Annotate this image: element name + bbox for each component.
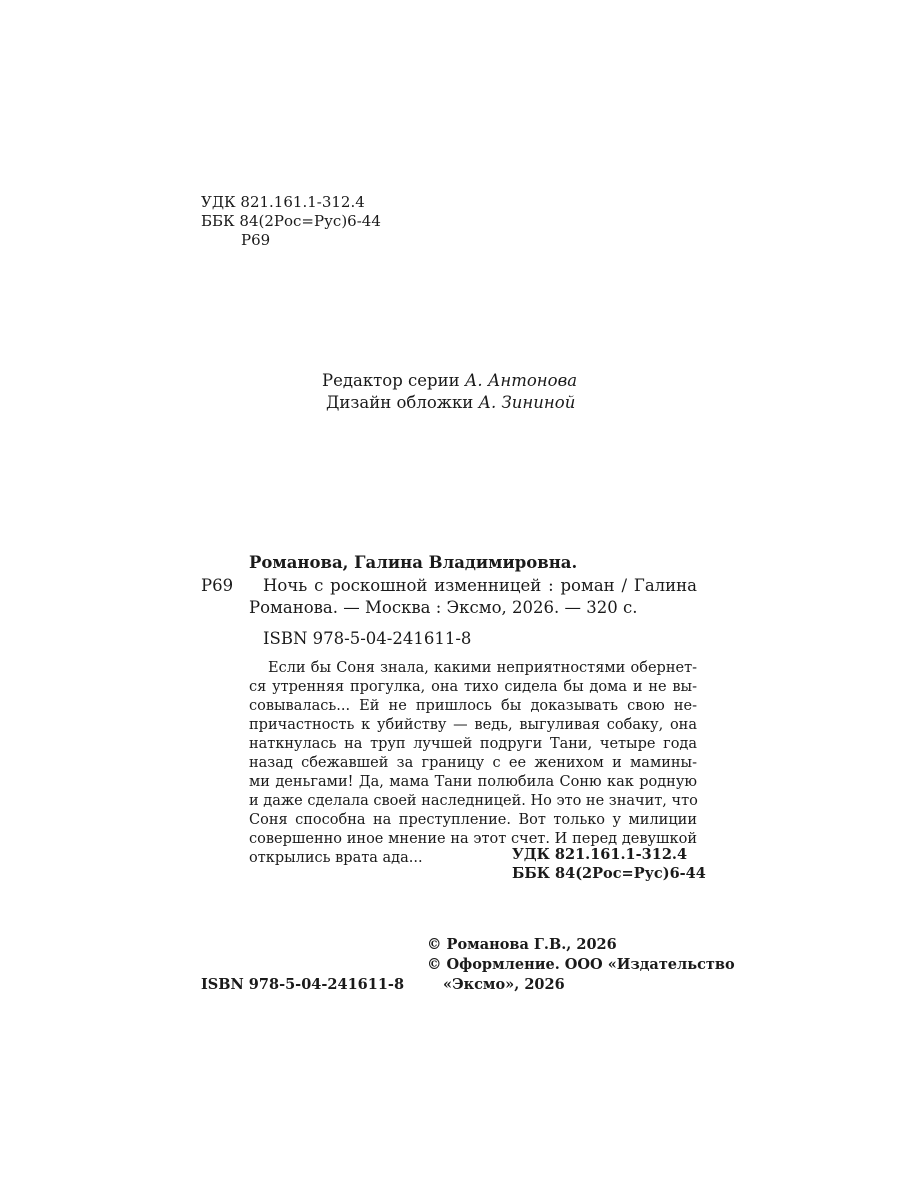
catalog-author-mark: Р69 bbox=[201, 576, 234, 595]
series-editor-label: Редактор серии bbox=[322, 371, 460, 390]
copyright-design-line-2: «Эксмо», 2026 bbox=[443, 976, 565, 993]
copyright-author: © Романова Г.В., 2026 bbox=[427, 936, 617, 953]
bbk-bold: ББК 84(2Рос=Рус)6-44 bbox=[512, 865, 706, 882]
annotation-line: причастность к убийству — ведь, выгуливая собаку, она bbox=[249, 717, 697, 733]
annotation-line: Если бы Соня знала, какими неприятностями обернет- bbox=[268, 660, 697, 676]
annotation-line: открылись врата ада... bbox=[249, 850, 423, 866]
annotation-line: наткнулась на труп лучшей подруги Тани, четыре года bbox=[249, 736, 697, 752]
series-editor-line bbox=[322, 370, 577, 392]
catalog-isbn: ISBN 978-5-04-241611-8 bbox=[263, 629, 472, 648]
annotation-line: совывалась... Ей не пришлось бы доказывать свою не- bbox=[249, 698, 697, 714]
udk-bold: УДК 821.161.1-312.4 bbox=[512, 846, 688, 863]
title-line-2: Романова. — Москва : Эксмо, 2026. — 320 с. bbox=[249, 598, 638, 617]
title-line-1 bbox=[263, 575, 697, 597]
author-heading: Романова, Галина Владимировна. bbox=[249, 553, 578, 572]
udk-code: УДК 821.161.1-312.4 bbox=[201, 193, 365, 211]
annotation bbox=[249, 659, 697, 868]
cover-design-name: А. Зининой bbox=[478, 393, 576, 412]
author-mark: Р69 bbox=[241, 231, 271, 249]
annotation-line: и даже сделала своей наследницей. Но это не значит, что bbox=[249, 793, 698, 809]
annotation-line: ми деньгами! Да, мама Тани полюбила Соню как родную bbox=[249, 774, 697, 790]
annotation-line: назад сбежавшей за границу с ее женихом и мамины- bbox=[249, 755, 697, 771]
cover-design-line bbox=[326, 392, 575, 414]
annotation-line: Соня способна на преступление. Вот только у милиции bbox=[249, 812, 697, 828]
annotation-line: ся утренняя прогулка, она тихо сидела бы дома и не вы- bbox=[249, 679, 697, 695]
title-text-1: Ночь с роскошной изменницей : роман / Галина bbox=[263, 576, 697, 595]
cover-design-label: Дизайн обложки bbox=[326, 393, 474, 412]
footer-isbn: ISBN 978-5-04-241611-8 bbox=[201, 976, 405, 993]
series-editor-name: А. Антонова bbox=[464, 371, 578, 390]
annotation-line: совершенно иное мнение на этот счет. И перед девушкой bbox=[249, 831, 697, 847]
copyright-design-line-1: © Оформление. ООО «Издательство bbox=[427, 956, 735, 973]
bbk-code: ББК 84(2Рос=Рус)6-44 bbox=[201, 212, 381, 230]
